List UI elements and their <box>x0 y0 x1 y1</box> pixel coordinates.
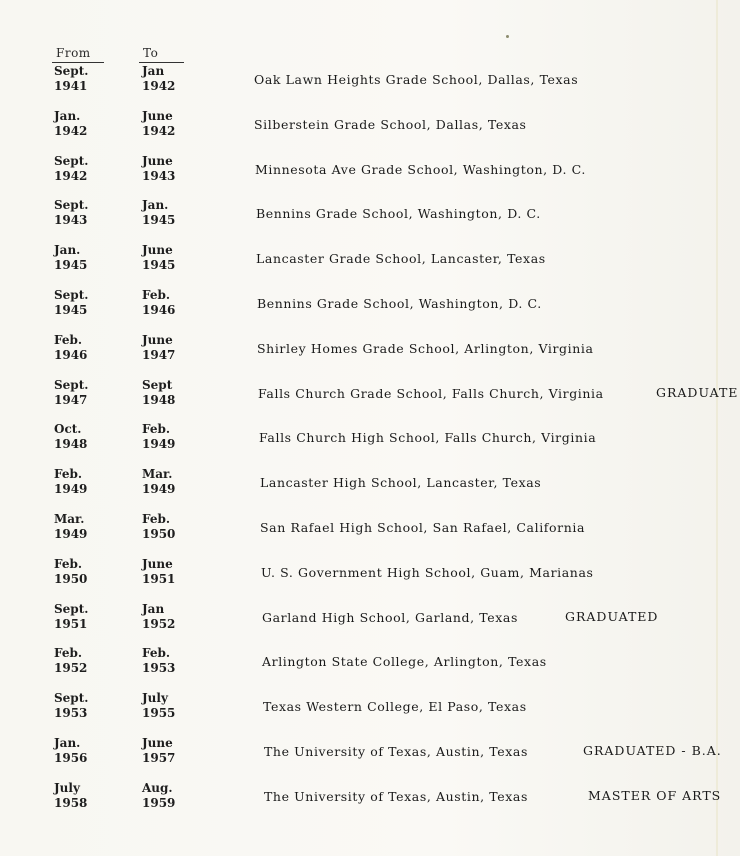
to-month: Mar. <box>142 467 173 482</box>
to-column-header: To <box>143 46 159 60</box>
school-row <box>0 154 740 199</box>
school-row <box>0 422 740 467</box>
from-date <box>54 646 87 676</box>
school-row <box>0 288 740 333</box>
school-name: Falls Church High School, Falls Church, Virginia <box>259 430 597 446</box>
from-month: Jan. <box>54 735 81 750</box>
to-year: 1950 <box>142 526 176 541</box>
from-month: Mar. <box>54 511 85 526</box>
from-date <box>54 333 87 363</box>
from-month: Sept. <box>54 64 89 78</box>
school-name: Lancaster Grade School, Lancaster, Texas <box>256 251 546 267</box>
to-year: 1957 <box>142 750 176 765</box>
to-date <box>142 198 175 228</box>
from-header-underline <box>52 62 104 63</box>
school-row <box>0 781 740 826</box>
to-month: Jan <box>142 64 165 78</box>
to-date <box>142 243 175 273</box>
graduation-note: GRADUATE <box>656 384 739 400</box>
from-month: Feb. <box>54 646 83 661</box>
school-name: Lancaster High School, Lancaster, Texas <box>260 475 542 491</box>
to-month: Feb. <box>142 646 171 661</box>
to-year: 1948 <box>142 392 176 407</box>
school-row <box>0 378 740 423</box>
graduation-note: GRADUATED - B.A. <box>583 742 722 758</box>
from-year: 1945 <box>54 258 88 273</box>
to-year: 1953 <box>142 661 176 676</box>
from-year: 1958 <box>54 795 88 810</box>
from-year: 1941 <box>54 79 88 93</box>
from-year: 1946 <box>54 347 88 362</box>
from-year: 1949 <box>54 526 88 541</box>
school-name: Falls Church Grade School, Falls Church, Virginia <box>258 385 604 401</box>
from-date <box>54 198 88 228</box>
to-month: June <box>142 556 173 571</box>
from-month: Feb. <box>54 332 83 347</box>
school-row <box>0 602 740 647</box>
to-date <box>142 602 175 632</box>
to-year: 1947 <box>142 347 176 362</box>
to-month: Jan. <box>142 198 169 213</box>
to-month: June <box>142 153 173 168</box>
from-month: Oct. <box>54 422 82 437</box>
school-name: Bennins Grade School, Washington, D. C. <box>257 295 542 311</box>
to-year: 1945 <box>142 213 176 228</box>
to-date <box>142 512 175 542</box>
from-year: 1951 <box>54 616 88 631</box>
from-date <box>54 422 87 452</box>
school-name: Bennins Grade School, Washington, D. C. <box>256 206 541 222</box>
school-row <box>0 243 740 288</box>
to-month: Feb. <box>142 511 171 526</box>
from-month: Feb. <box>54 467 83 482</box>
to-year: 1949 <box>142 482 176 497</box>
to-month: Sept <box>142 377 173 392</box>
school-name: U. S. Government High School, Guam, Marianas <box>261 564 594 580</box>
from-month: Sept. <box>54 198 89 213</box>
from-month: Jan. <box>54 108 81 123</box>
to-header-underline <box>139 62 184 63</box>
from-year: 1942 <box>54 123 88 138</box>
to-date <box>142 288 175 318</box>
school-row <box>0 467 740 512</box>
to-date <box>142 422 175 452</box>
to-date <box>142 646 175 676</box>
school-history-list <box>0 64 740 826</box>
graduation-note: GRADUATED <box>565 608 659 624</box>
school-name: Oak Lawn Heights Grade School, Dallas, Texas <box>254 72 579 87</box>
to-date <box>142 109 175 139</box>
to-date <box>142 333 175 363</box>
to-month: June <box>142 735 173 750</box>
from-year: 1956 <box>54 750 88 765</box>
to-month: June <box>142 108 173 123</box>
from-year: 1947 <box>54 392 88 407</box>
from-month: Sept. <box>54 287 89 302</box>
from-date <box>54 602 88 632</box>
school-row <box>0 691 740 736</box>
from-column-header: From <box>56 46 91 60</box>
from-month: Sept. <box>54 153 89 168</box>
to-date <box>142 154 175 184</box>
to-month: June <box>142 243 173 258</box>
school-name: The University of Texas, Austin, Texas <box>264 743 528 759</box>
from-date <box>54 512 87 542</box>
to-month: Feb. <box>142 287 171 302</box>
from-date <box>54 64 88 94</box>
from-year: 1953 <box>54 706 88 721</box>
to-year: 1952 <box>142 616 176 631</box>
to-year: 1943 <box>142 168 176 183</box>
school-row <box>0 512 740 557</box>
from-year: 1942 <box>54 168 88 183</box>
school-name: Minnesota Ave Grade School, Washington, D. C. <box>255 161 586 177</box>
to-month: July <box>142 691 168 706</box>
from-year: 1952 <box>54 661 88 676</box>
to-date <box>142 467 175 497</box>
to-year: 1959 <box>142 795 176 810</box>
from-month: Sept. <box>54 601 89 616</box>
school-row <box>0 646 740 691</box>
to-year: 1942 <box>142 79 176 93</box>
to-year: 1945 <box>142 258 176 273</box>
from-year: 1949 <box>54 482 88 497</box>
from-month: Feb. <box>54 556 83 571</box>
to-date <box>142 557 175 587</box>
school-name: Shirley Homes Grade School, Arlington, Virginia <box>257 340 594 356</box>
school-row <box>0 736 740 781</box>
to-date <box>142 691 175 721</box>
school-name: Silberstein Grade School, Dallas, Texas <box>254 116 527 132</box>
from-month: Sept. <box>54 377 89 392</box>
from-month: Jan. <box>54 243 81 258</box>
from-year: 1945 <box>54 302 88 317</box>
to-year: 1949 <box>142 437 176 452</box>
to-month: June <box>142 332 173 347</box>
from-date <box>54 243 87 273</box>
to-date <box>142 378 175 408</box>
to-year: 1942 <box>142 123 176 138</box>
from-date <box>54 288 88 318</box>
to-date <box>142 781 175 811</box>
to-month: Aug. <box>142 780 173 795</box>
from-date <box>54 154 88 184</box>
from-date <box>54 467 87 497</box>
to-date <box>142 736 175 766</box>
from-date <box>54 378 88 408</box>
from-date <box>54 557 87 587</box>
to-month: Jan <box>142 601 165 616</box>
ink-speck <box>506 35 509 38</box>
graduation-note: MASTER OF ARTS <box>588 787 722 803</box>
school-row <box>0 333 740 378</box>
from-date <box>54 109 87 139</box>
from-year: 1943 <box>54 213 88 228</box>
from-date <box>54 691 88 721</box>
from-year: 1948 <box>54 437 88 452</box>
school-name: Texas Western College, El Paso, Texas <box>263 699 527 715</box>
school-name: The University of Texas, Austin, Texas <box>264 788 528 804</box>
from-date <box>54 736 87 766</box>
from-year: 1950 <box>54 571 88 586</box>
from-date <box>54 781 87 811</box>
to-month: Feb. <box>142 422 171 437</box>
school-name: San Rafael High School, San Rafael, California <box>260 519 586 535</box>
to-year: 1951 <box>142 571 176 586</box>
school-row <box>0 64 740 109</box>
to-year: 1955 <box>142 706 176 721</box>
school-row <box>0 557 740 602</box>
school-name: Garland High School, Garland, Texas <box>262 609 518 625</box>
to-year: 1946 <box>142 302 176 317</box>
school-row <box>0 109 740 154</box>
school-row <box>0 198 740 243</box>
to-date <box>142 64 175 94</box>
from-month: Sept. <box>54 691 89 706</box>
from-month: July <box>54 780 80 795</box>
school-name: Arlington State College, Arlington, Texas <box>262 654 547 670</box>
